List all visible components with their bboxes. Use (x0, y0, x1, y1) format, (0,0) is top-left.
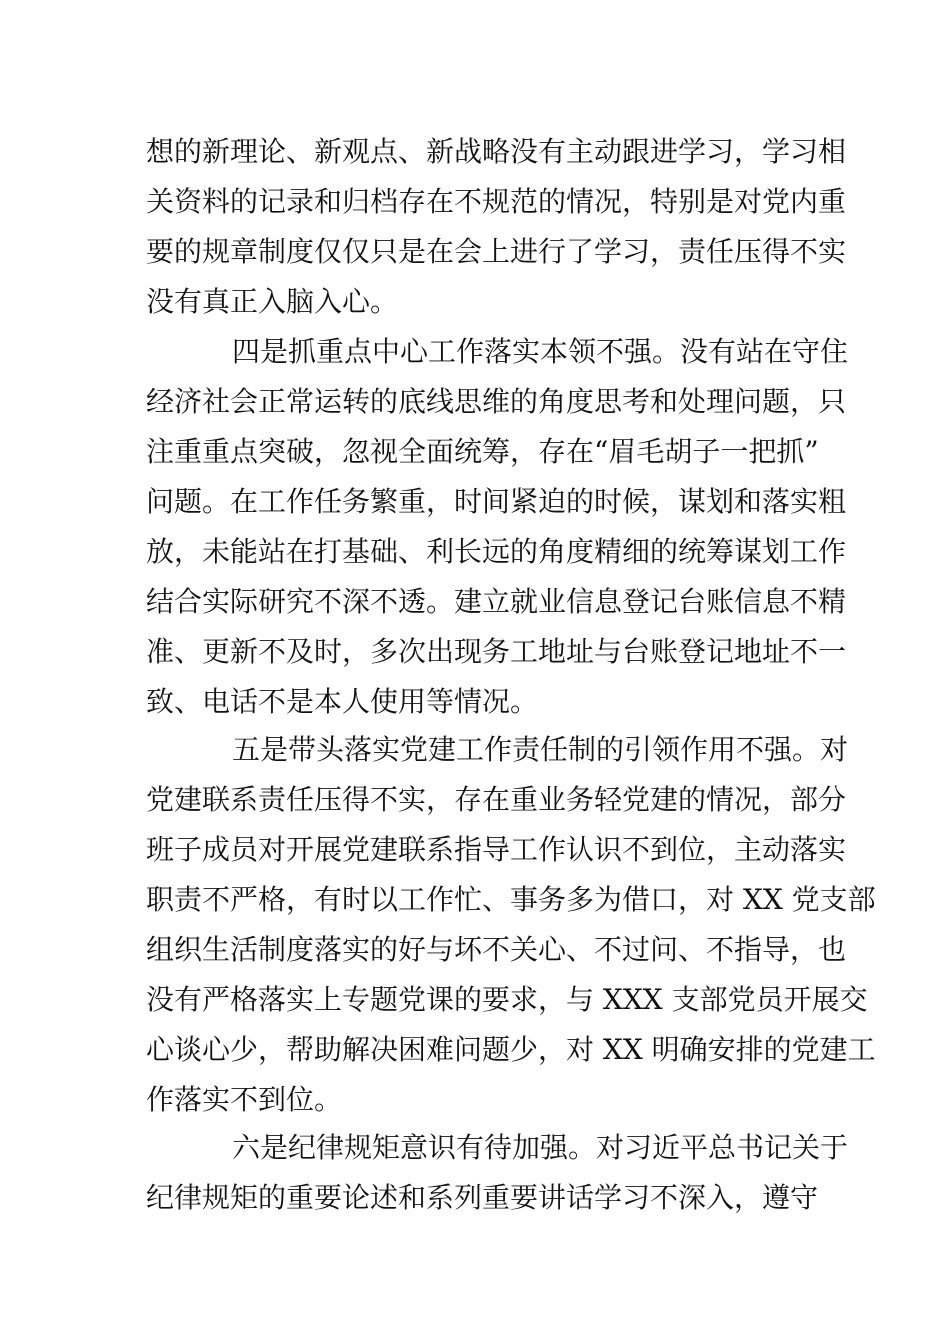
text-line: 关资料的记录和归档存在不规范的情况，特别是对党内重 (146, 185, 847, 218)
text-line: 职责不严格，有时以工作忙、事务多为借口，对 XX 党支部 (146, 883, 876, 916)
text-line: 准、更新不及时，多次出现务工地址与台账登记地址不一 (146, 635, 847, 668)
text-line: 问题。在工作任务繁重，时间紧迫的时候，谋划和落实粗 (146, 485, 847, 518)
paragraph-first-line: 五是带头落实党建工作责任制的引领作用不强。对 (232, 733, 849, 766)
text-line: 放，未能站在打基础、利长远的角度精细的统筹谋划工作 (146, 535, 847, 568)
text-line: 没有严格落实上专题党课的要求，与 XXX 支部党员开展交 (146, 983, 868, 1016)
text-line: 没有真正入脑入心。 (146, 285, 399, 318)
paragraph-first-line: 四是抓重点中心工作落实本领不强。没有站在守住 (232, 335, 849, 368)
text-line: 要的规章制度仅仅只是在会上进行了学习，责任压得不实 (146, 235, 847, 268)
text-line: 班子成员对开展党建联系指导工作认识不到位，主动落实 (146, 833, 847, 866)
text-line: 组织生活制度落实的好与坏不关心、不过问、不指导，也 (146, 933, 847, 966)
text-line: 纪律规矩的重要论述和系列重要讲话学习不深入，遵守 (146, 1181, 819, 1214)
text-line: 想的新理论、新观点、新战略没有主动跟进学习，学习相 (146, 135, 847, 168)
text-line: 经济社会正常运转的底线思维的角度思考和处理问题，只 (146, 385, 847, 418)
text-line: 心谈心少，帮助解决困难问题少，对 XX 明确安排的党建工 (146, 1033, 876, 1066)
text-line: 结合实际研究不深不透。建立就业信息登记台账信息不精 (146, 585, 847, 618)
text-line: 党建联系责任压得不实，存在重业务轻党建的情况，部分 (146, 783, 847, 816)
text-line: 注重重点突破，忽视全面统筹，存在“眉毛胡子一把抓” (146, 435, 819, 468)
paragraph-first-line: 六是纪律规矩意识有待加强。对习近平总书记关于 (232, 1131, 849, 1164)
text-line: 作落实不到位。 (146, 1083, 343, 1116)
text-line: 致、电话不是本人使用等情况。 (146, 685, 539, 718)
